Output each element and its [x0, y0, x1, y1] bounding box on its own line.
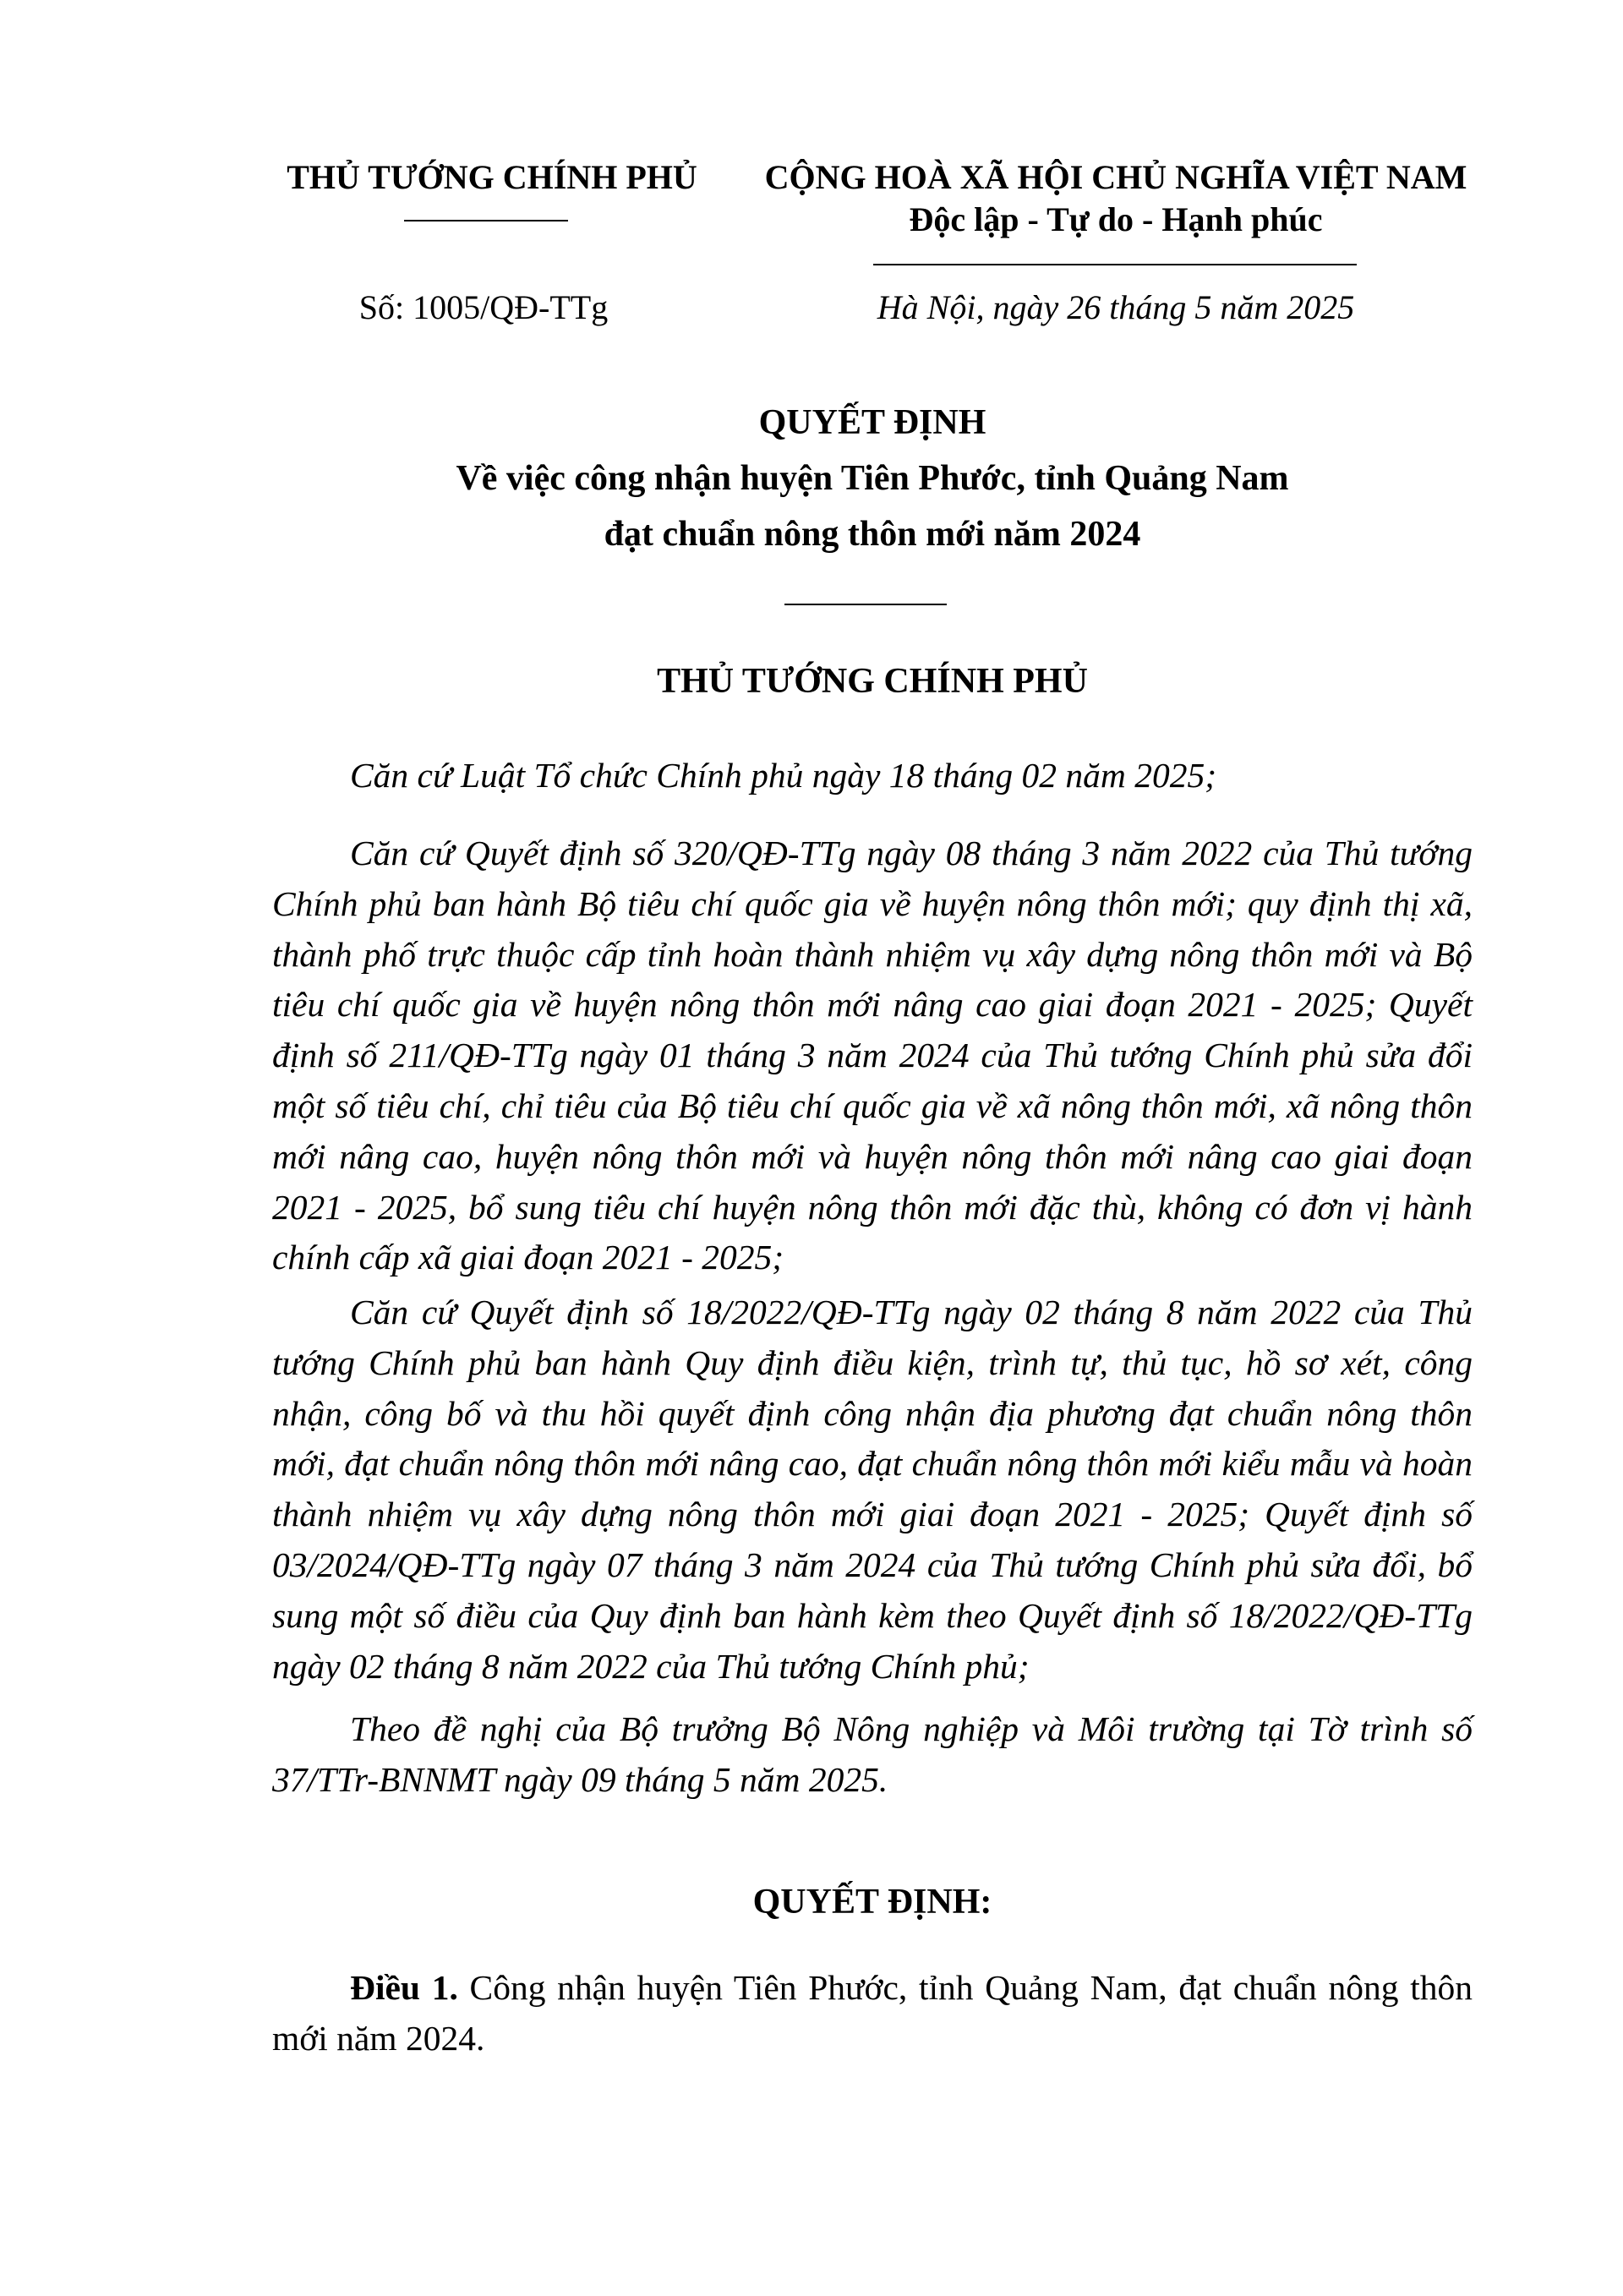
subject-line-1: Về việc công nhận huyện Tiên Phước, tỉnh Quảng Nam [456, 459, 1289, 498]
place-and-date: Hà Nội, ngày 26 tháng 5 năm 2025 [877, 288, 1355, 326]
motto-underline [873, 264, 1357, 265]
title-separator [784, 604, 947, 605]
subject-line-2: đạt chuẩn nông thôn mới năm 2024 [604, 515, 1141, 554]
preamble-paragraph-2: Căn cứ Quyết định số 320/QĐ-TTg ngày 08 tháng 3 năm 2022 của Thủ tướng Chính phủ ban hành Bộ tiêu chí quốc gia về huyện nông thôn mới; quy định thị xã, thành phố trực thuộc cấp tỉnh hoàn thành nhiệm vụ xây dựng nông thôn mới và Bộ tiêu chí quốc gia về huyện nông thôn mới nâng cao giai đoạn 2021 - 2025; Quyết định số 211/QĐ-TTg ngày 01 tháng 3 năm 2024 của Thủ tướng Chính phủ sửa đổi một số tiêu chí, chỉ tiêu của Bộ tiêu chí quốc gia về xã nông thôn mới, xã nông thôn mới nâng cao, huyện nông thôn mới và huyện nông thôn mới nâng cao giai đoạn 2021 - 2025, bổ sung tiêu chí huyện nông thôn mới đặc thù, không có đơn vị hành chính cấp xã giai đoạn 2021 - 2025; [272, 834, 1473, 1277]
document-number: Số: 1005/QĐ-TTg [358, 288, 609, 326]
national-motto: Độc lập - Tự do - Hạnh phúc [909, 200, 1323, 238]
document-type-heading: QUYẾT ĐỊNH [758, 403, 986, 442]
issuing-agency: THỦ TƯỚNG CHÍNH PHỦ [287, 158, 697, 196]
issuer-heading: THỦ TƯỚNG CHÍNH PHỦ [657, 662, 1088, 701]
preamble-paragraph-3: Căn cứ Quyết định số 18/2022/QĐ-TTg ngày 02 tháng 8 năm 2022 của Thủ tướng Chính phủ ban hành Quy định điều kiện, trình tự, thủ tục, hồ sơ xét, công nhận, công bố và thu hồi quyết định công nhận địa phương đạt chuẩn nông thôn mới, đạt chuẩn nông thôn mới nâng cao, đạt chuẩn nông thôn mới kiểu mẫu và hoàn thành nhiệm vụ xây dựng nông thôn mới giai đoạn 2021 - 2025; Quyết định số 03/2024/QĐ-TTg ngày 07 tháng 3 năm 2024 của Thủ tướng Chính phủ sửa đổi, bổ sung một số điều của Quy định ban hành kèm theo Quyết định số 18/2022/QĐ-TTg ngày 02 tháng 8 năm 2022 của Thủ tướng Chính phủ; [272, 1293, 1473, 1686]
article-1-label: Điều 1. [350, 1968, 458, 2007]
country-name: CỘNG HOÀ XÃ HỘI CHỦ NGHĨA VIỆT NAM [764, 158, 1467, 196]
decision-heading: QUYẾT ĐỊNH: [752, 1883, 992, 1922]
preamble-paragraph-1: Căn cứ Luật Tổ chức Chính phủ ngày 18 tháng 02 năm 2025; [350, 756, 1217, 795]
article-1 [272, 1963, 1473, 2064]
agency-underline [404, 220, 568, 221]
article-1-text: Công nhận huyện Tiên Phước, tỉnh Quảng Nam, đạt chuẩn nông thôn mới năm 2024. [272, 1968, 1473, 2058]
preamble-paragraph-4: Theo đề nghị của Bộ trưởng Bộ Nông nghiệp và Môi trường tại Tờ trình số 37/TTr-BNNMT ngày 09 tháng 5 năm 2025. [272, 1709, 1473, 1799]
